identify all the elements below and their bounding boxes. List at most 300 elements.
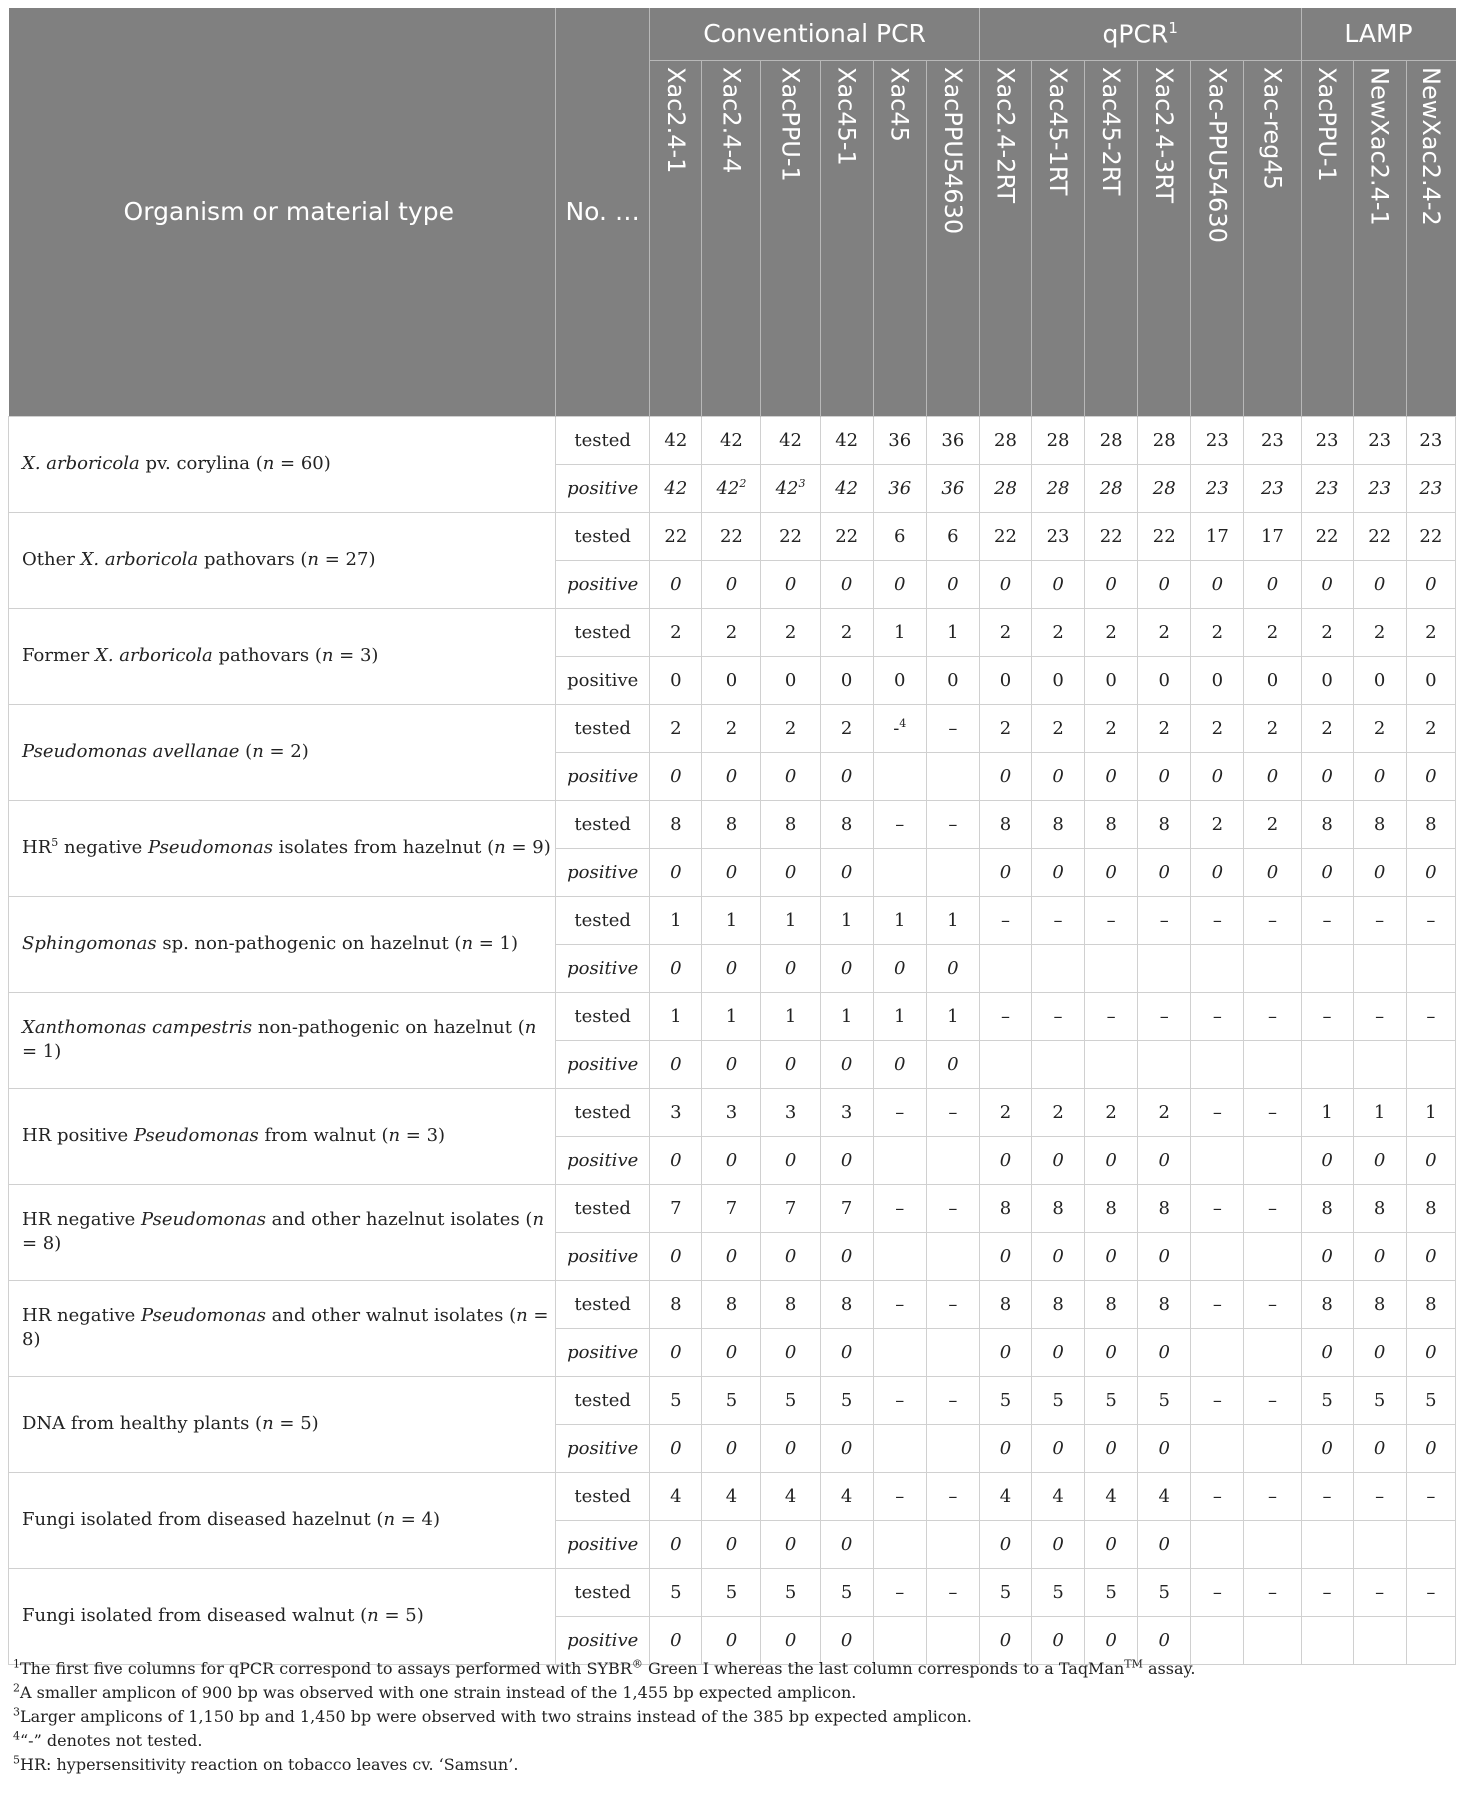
results-table [8,8,1456,1665]
tested-count-cell [1138,992,1191,1040]
tested-count-cell [1301,1472,1353,1520]
tested-count: 23 [1205,429,1229,451]
positive-count: 0 [670,573,682,595]
positive-count-cell [761,464,820,512]
tested-count-cell [1301,416,1353,464]
organism-label [9,416,556,512]
tested-count: 28 [1152,429,1176,451]
tested-count-cell [1244,608,1301,656]
tested-count-cell [1244,1280,1301,1328]
positive-count-cell [650,944,702,992]
footnote-text: A smaller amplicon of 900 bp was observed with one strain instead of the 1,455 bp expected amplicon. [20,1683,857,1702]
tested-count-cell [650,512,702,560]
footnote-marker: 2 [739,476,747,490]
positive-count: 0 [840,957,853,979]
tested-count-cell [926,992,979,1040]
tested-count-cell [1191,1088,1244,1136]
tested-count: 1 [670,1005,682,1027]
tested-count: 2 [840,717,853,739]
tested-count: – [895,1197,905,1219]
positive-count-cell [1406,752,1455,800]
tested-count: 8 [999,813,1012,835]
positive-count: 0 [894,669,906,691]
positive-count-cell [873,560,926,608]
table-row [9,704,1456,752]
tested-count: – [1053,1005,1063,1027]
tested-count: 2 [1158,621,1170,643]
tested-count: 22 [1099,525,1123,547]
positive-count: 42 [716,477,740,499]
tested-count-cell [1301,896,1353,944]
positive-count-cell [979,560,1031,608]
positive-count: 0 [840,1533,853,1555]
tested-count: 8 [725,1293,738,1315]
tested-count: 4 [999,1485,1012,1507]
tested-count: – [1212,1485,1222,1507]
tested-count: 42 [779,429,802,451]
positive-count: 0 [894,1053,906,1075]
tested-count: 5 [725,1389,738,1411]
footnote-text: HR: hypersensitivity reaction on tobacco leaves cv. ‘Samsun’. [20,1755,519,1774]
footnote [13,1657,1453,1681]
tested-count: 5 [840,1581,853,1603]
footnote-marker: 3 [798,476,806,490]
positive-count: 0 [725,1437,738,1459]
positive-count: 0 [784,1533,797,1555]
tested-count-cell [926,416,979,464]
tested-count: 7 [840,1197,853,1219]
footnote [13,1753,1453,1777]
tested-count-cell [1244,416,1301,464]
number-column-header: No. … [556,8,650,416]
tested-count: 8 [725,813,738,835]
assay-column-label: Xac45-1RT [1044,66,1073,195]
organism-label-part: isolates from hazelnut ( [272,837,495,858]
positive-count-cell [926,848,979,896]
tested-count: 5 [1105,1581,1117,1603]
positive-count-cell [1301,1520,1353,1568]
tested-count-cell [820,800,873,848]
tested-count-cell [761,1376,820,1424]
tested-count-cell [702,704,761,752]
tested-count: 1 [947,1005,959,1027]
positive-count-cell [761,1232,820,1280]
tested-count: – [1212,1389,1222,1411]
positive-count-cell [1032,1232,1085,1280]
positive-label: positive [556,1424,650,1472]
positive-count: 0 [1321,765,1333,787]
tested-count-cell [1032,512,1085,560]
positive-count: 0 [1105,1245,1117,1267]
tested-count-cell [702,512,761,560]
tested-count-cell [926,1376,979,1424]
organism-label [9,1184,556,1280]
positive-count: 0 [1105,1629,1117,1651]
positive-count: 0 [1321,1245,1333,1267]
tested-count-cell [1138,1088,1191,1136]
positive-count-cell [1301,1328,1353,1376]
positive-count-cell [873,848,926,896]
tested-count: 8 [1321,1293,1333,1315]
positive-count-cell [873,464,926,512]
positive-count-cell [1138,1232,1191,1280]
tested-count: 7 [670,1197,682,1219]
footnote-text: “-” denotes not tested. [20,1731,203,1750]
organism-label-part: Former [22,645,95,666]
positive-count-cell [1301,752,1353,800]
tested-count-cell [1191,1472,1244,1520]
tested-count-cell [1085,896,1138,944]
positive-count: 0 [840,573,853,595]
tested-count: – [1426,1581,1436,1603]
footnote-text: Larger amplicons of 1,150 bp and 1,450 bp were observed with two strains instead of the 385 bp expected amplicon. [20,1707,972,1726]
organism-label-part: n [252,741,264,762]
tested-count-cell [1301,512,1353,560]
positive-count: 0 [1105,1341,1117,1363]
organism-label-part: Pseudomonas [133,1125,259,1146]
tested-count: – [1322,1485,1332,1507]
positive-count: 0 [840,861,853,883]
tested-count: – [948,1581,958,1603]
positive-count: 0 [999,573,1012,595]
positive-count: 0 [1158,1437,1170,1459]
positive-count: 0 [784,957,797,979]
tested-count-cell [761,1472,820,1520]
positive-count-cell [926,1520,979,1568]
positive-count-cell [1032,1040,1085,1088]
positive-count-cell [1244,1328,1301,1376]
positive-count: 0 [1158,669,1170,691]
positive-count-cell [1406,560,1455,608]
positive-count-cell [926,1328,979,1376]
positive-count-cell [873,1328,926,1376]
tested-count-cell [979,1376,1031,1424]
table-row [9,1088,1456,1136]
organism-label [9,800,556,896]
assay-column-label: Xac-PPU54630 [1203,66,1232,243]
tested-count-cell [1138,800,1191,848]
positive-count: 0 [1105,573,1117,595]
positive-count-cell [1353,464,1406,512]
tested-count-cell [1301,608,1353,656]
positive-count: 0 [670,1533,682,1555]
tested-count-cell [1191,1280,1244,1328]
positive-count: 0 [1158,1341,1170,1363]
tested-count: 3 [725,1101,738,1123]
tested-count-cell [761,608,820,656]
tested-count: – [1000,1005,1010,1027]
organism-label-part: n [307,549,320,570]
footnote [13,1681,1453,1705]
tested-count: 2 [1321,621,1333,643]
tested-count: 5 [1158,1581,1170,1603]
tested-count-cell [926,1472,979,1520]
positive-count-cell [1085,1136,1138,1184]
tested-count: 2 [1321,717,1333,739]
positive-count-cell [1032,1520,1085,1568]
positive-count: 0 [1211,861,1224,883]
tested-count: 8 [784,1293,797,1315]
tested-count: - [893,717,900,739]
tested-count: – [948,813,958,835]
positive-count-cell [1085,1040,1138,1088]
tested-count-cell [1138,704,1191,752]
tested-count-cell [650,416,702,464]
tested-count-cell [1406,512,1455,560]
positive-count-cell [1085,1328,1138,1376]
tested-count-cell [979,800,1031,848]
tested-count: 2 [1266,813,1279,835]
tested-count-cell [650,800,702,848]
positive-count: 36 [941,477,965,499]
tested-count: – [1212,1293,1222,1315]
positive-count-cell [1138,1136,1191,1184]
positive-count-cell [926,656,979,704]
positive-count: 0 [999,1533,1012,1555]
tested-count-cell [1085,800,1138,848]
tested-count: – [1267,1197,1277,1219]
tested-count-cell [1353,512,1406,560]
tested-count-cell [1191,1568,1244,1616]
positive-count-cell [1032,848,1085,896]
organism-label-part: = 9) [505,837,551,858]
tested-label: tested [556,1376,650,1424]
tested-count-cell [926,1568,979,1616]
tested-count: 8 [1373,1293,1386,1315]
tested-count-cell [979,896,1031,944]
organism-label-part: = 1) [473,933,519,954]
tested-count-cell [1138,608,1191,656]
tested-count-cell [1032,1088,1085,1136]
tested-count-cell [979,704,1031,752]
tested-count: 1 [1321,1101,1333,1123]
tested-count: – [895,1389,905,1411]
positive-count-cell [1032,752,1085,800]
positive-count: 0 [725,861,738,883]
tested-count: 2 [1052,621,1064,643]
tested-count: 2 [1158,1101,1170,1123]
positive-count: 0 [725,765,738,787]
tested-count-cell [1085,1376,1138,1424]
positive-count: 42 [775,477,799,499]
tested-count-cell [979,1280,1031,1328]
tested-count-cell [1301,1184,1353,1232]
tested-count: 2 [1105,1101,1117,1123]
positive-count-cell [1032,1328,1085,1376]
assay-column-label: Xac2.4-1 [661,66,690,173]
organism-label-part: from walnut ( [258,1125,389,1146]
positive-count: 0 [999,669,1012,691]
tested-count: – [1375,1485,1385,1507]
positive-count-cell [1244,1232,1301,1280]
tested-count: – [948,1389,958,1411]
positive-count-cell [1085,560,1138,608]
tested-count: 1 [1425,1101,1437,1123]
organism-label-part: Other [22,549,81,570]
positive-count-cell [1301,1136,1353,1184]
positive-count-cell [979,1040,1031,1088]
positive-count: 0 [1158,1149,1170,1171]
positive-label: positive [556,1328,650,1376]
organism-label-part: = 5) [378,1605,424,1626]
tested-count: 2 [784,621,797,643]
tested-count-cell [1244,1088,1301,1136]
positive-count: 28 [994,477,1017,499]
tested-count: 42 [835,429,859,451]
organism-label [9,1472,556,1568]
positive-count-cell [1085,848,1138,896]
positive-count-cell [1191,752,1244,800]
positive-count-cell [926,1136,979,1184]
tested-count: 5 [784,1581,797,1603]
positive-count: 0 [1158,861,1170,883]
positive-count-cell [873,1040,926,1088]
tested-count-cell [926,1184,979,1232]
tested-count: 8 [1373,813,1386,835]
tested-count-cell [1085,1184,1138,1232]
tested-count-cell [1406,608,1455,656]
tested-count: 8 [1052,813,1064,835]
footnote-text: The first five columns for qPCR correspond to assays performed with SYBR [20,1659,632,1678]
positive-count-cell [1353,944,1406,992]
positive-count-cell [926,1040,979,1088]
positive-count-cell [1406,1424,1455,1472]
positive-count: 0 [1373,861,1386,883]
positive-count: 28 [1099,477,1123,499]
tested-count: 2 [670,621,682,643]
tested-count-cell [702,1280,761,1328]
tested-count: – [1375,1005,1385,1027]
positive-count: 0 [1321,1341,1333,1363]
tested-label: tested [556,1088,650,1136]
tested-count: 22 [664,525,688,547]
tested-count-cell [1085,992,1138,1040]
table-row [9,512,1456,560]
tested-count: 22 [1419,525,1443,547]
tested-count-cell [761,896,820,944]
tested-count-cell [1353,896,1406,944]
tested-count-cell [1032,1184,1085,1232]
positive-count-cell [1353,656,1406,704]
positive-count-cell [1138,944,1191,992]
assay-column-header [820,60,873,416]
tested-count-cell [761,800,820,848]
positive-count-cell [761,944,820,992]
tested-count: – [1212,1005,1222,1027]
organism-label-part: = 3) [333,645,379,666]
organism-label-part: n [532,1209,545,1230]
tested-count: – [1212,1197,1222,1219]
positive-count: 0 [947,957,959,979]
positive-count-cell [1406,1232,1455,1280]
tested-count: – [1267,1581,1277,1603]
tested-count: 1 [894,621,906,643]
positive-count-cell [1085,752,1138,800]
tested-count-cell [1085,1472,1138,1520]
tested-count: 8 [1052,1197,1064,1219]
organism-label [9,896,556,992]
tested-count-cell [1406,896,1455,944]
positive-count-cell [1244,464,1301,512]
positive-count-cell [1244,1520,1301,1568]
tested-count-cell [761,1280,820,1328]
assay-column-header [873,60,926,416]
positive-count: 0 [670,1149,682,1171]
tested-label: tested [556,608,650,656]
tested-count: – [1426,909,1436,931]
tested-count-cell [1244,512,1301,560]
tested-count: – [1159,1005,1169,1027]
tested-count: 5 [1105,1389,1117,1411]
organism-label-part: sp. non-pathogenic on hazelnut ( [156,933,462,954]
positive-label: positive [556,464,650,512]
tested-count: 3 [670,1101,682,1123]
tested-count-cell [1353,1376,1406,1424]
tested-count-cell [1353,1184,1406,1232]
positive-count: 0 [1052,1437,1064,1459]
tested-count-cell [1406,1376,1455,1424]
positive-count: 0 [1266,765,1279,787]
tested-count-cell [820,416,873,464]
positive-count-cell [1191,1136,1244,1184]
positive-count-cell [820,1136,873,1184]
tested-count-cell [926,1280,979,1328]
tested-count-cell [873,512,926,560]
table-row [9,800,1456,848]
positive-count-cell [1353,752,1406,800]
tested-count: 8 [1321,813,1333,835]
organism-label-part: Pseudomonas [148,837,273,858]
positive-count: 0 [1052,1245,1064,1267]
footnote-number: 5 [13,1753,20,1767]
positive-count: 23 [1315,477,1339,499]
assay-column-header [1138,60,1191,416]
positive-count-cell [1191,1232,1244,1280]
tested-count-cell [820,512,873,560]
positive-count-cell [702,1520,761,1568]
tested-count: 4 [1158,1485,1170,1507]
footnote [13,1729,1453,1753]
positive-count-cell [1138,1328,1191,1376]
tested-count-cell [1406,1184,1455,1232]
tested-count: 2 [1211,813,1224,835]
organism-label [9,1568,556,1664]
tested-count: 8 [1105,1293,1117,1315]
positive-count: 0 [999,861,1012,883]
tested-count-cell [873,896,926,944]
tested-count-cell [873,800,926,848]
tested-count-cell [1244,800,1301,848]
tested-count: – [948,1101,958,1123]
tested-count: – [895,1485,905,1507]
positive-count: 0 [1373,765,1386,787]
organism-label-part: HR [22,837,52,858]
positive-count: 0 [1105,1437,1117,1459]
positive-count: 0 [840,669,853,691]
organism-label-part: DNA from healthy plants ( [22,1413,263,1434]
positive-count-cell [820,1232,873,1280]
tested-count: 6 [894,525,906,547]
assay-column-label: Xac-reg45 [1258,66,1287,190]
tested-count-cell [1032,992,1085,1040]
positive-count: 0 [1105,765,1117,787]
tested-count: 23 [1260,429,1284,451]
positive-count: 0 [725,669,738,691]
tested-count-cell [873,992,926,1040]
tested-count: 5 [1052,1389,1064,1411]
positive-count: 0 [670,765,682,787]
tested-count-cell [979,992,1031,1040]
